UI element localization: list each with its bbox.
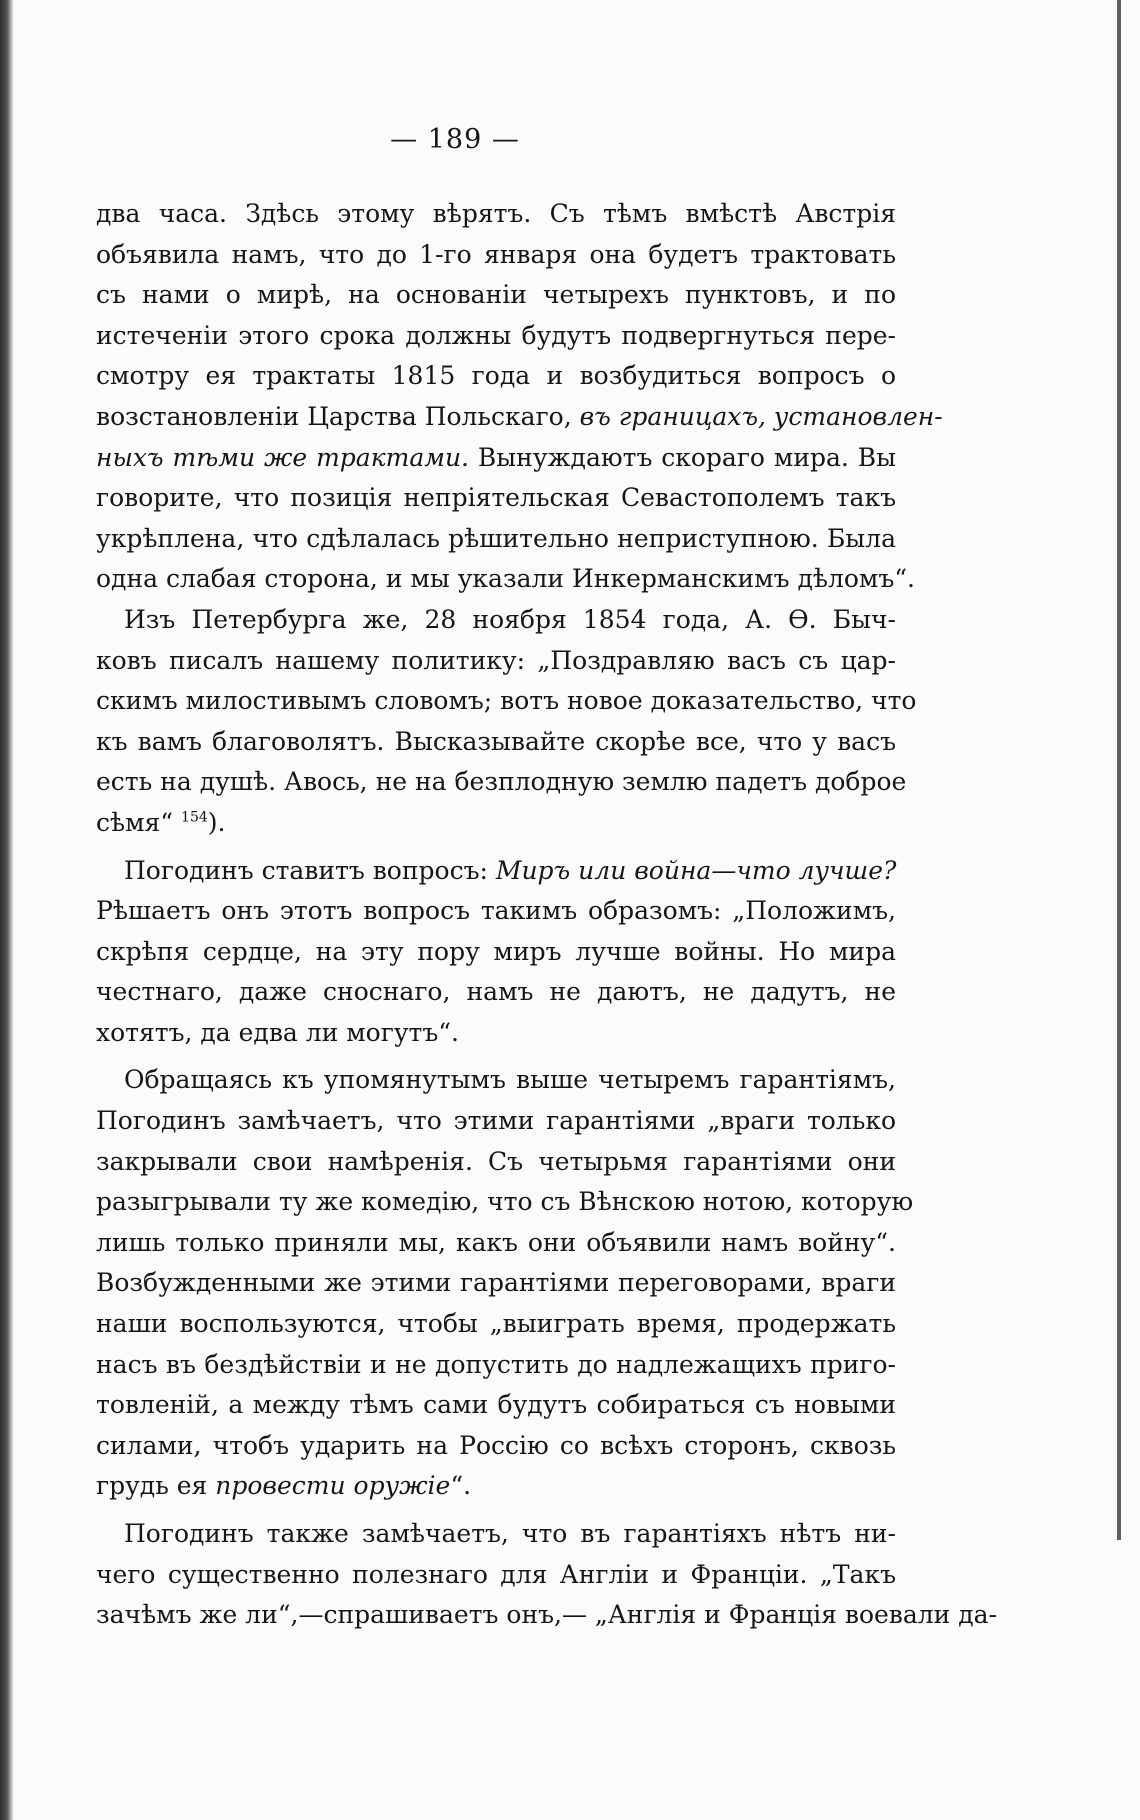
text-line: возстановленіи Царства Польскаго, въ границахъ, установлен- (96, 401, 943, 431)
italic-phrase: въ границахъ, установлен- (579, 401, 943, 431)
text-line: силами, чтобъ ударить на Россію со всѣхъ сторонъ, сквозь (96, 1430, 896, 1460)
text-line: скимъ милостивымъ словомъ; вотъ новое доказательство, что (96, 686, 917, 716)
text-line: объявила намъ, что до 1-го января она будетъ трактовать (96, 239, 896, 269)
text-line: товленій, а между тѣмъ сами будутъ собираться съ новыми (96, 1390, 896, 1420)
text-line: скрѣпя сердце, на эту пору миръ лучше войны. Но мира (96, 936, 896, 966)
text-line: зачѣмъ же ли“,—спрашиваетъ онъ,— „Англія и Франція воевали да- (96, 1600, 998, 1630)
text-line: два часа. Здѣсь этому вѣрятъ. Съ тѣмъ вмѣстѣ Австрія (96, 199, 896, 228)
text-line: лишь только приняли мы, какъ они объявили намъ войну“. (96, 1227, 896, 1257)
text-line: разыгрывали ту же комедію, что съ Вѣнскою нотою, которую (96, 1187, 914, 1217)
text-line: сѣмя“ $^{154}$). (96, 807, 226, 837)
text-line: закрывали свои намѣренія. Съ четырьмя гарантіями они (96, 1146, 896, 1176)
text-line: истеченіи этого срока должны будутъ подвергнуться пере- (96, 320, 896, 350)
text-line: говорите, что позиція непріятельская Севастополемъ такъ (96, 483, 896, 513)
text-line: есть на душѣ. Авось, не на безплодную землю падетъ доброе (96, 767, 907, 797)
text-line: честнаго, даже сноснаго, намъ не даютъ, не дадутъ, не (96, 977, 896, 1007)
text-line: Возбужденными же этими гарантіями переговорами, враги (96, 1268, 896, 1298)
paragraph-gap (96, 1053, 896, 1060)
text-line: укрѣплена, что сдѣлалась рѣшительно неприступною. Была (96, 523, 896, 553)
paragraph-gap (96, 1507, 896, 1514)
text-line: грудь ея провести оружіе“. (96, 1471, 472, 1501)
text-line: чего существенно полезнаго для Англіи и Франціи. „Такъ (96, 1559, 896, 1589)
scan-right-edge (1117, 0, 1121, 1540)
text-line: наши воспользуются, чтобы „выиграть время, продержать (96, 1309, 896, 1339)
text-line: Погодинъ также замѣчаетъ, что въ гарантіяхъ нѣтъ ни- (124, 1519, 896, 1548)
text-line: Рѣшаетъ онъ этотъ вопросъ такимъ образомъ: „Положимъ, (96, 896, 896, 926)
text-line: Погодинъ ставитъ вопросъ: Миръ или война—что лучше? (124, 855, 897, 885)
text-line: одна слабая сторона, и мы указали Инкерманскимъ дѣломъ“. (96, 564, 915, 594)
body-text (96, 194, 998, 1636)
page-number: — 189 — (390, 124, 520, 155)
text-line: ныхъ тѣми же трактами. Вынуждаютъ скораго мира. Вы (96, 442, 896, 472)
scan-left-edge (0, 0, 14, 1820)
text-line: смотру ея трактаты 1815 года и возбудиться вопросъ о (96, 361, 896, 391)
footnote-ref: 154 (181, 809, 208, 826)
italic-phrase: провести оружіе (215, 1471, 451, 1501)
italic-phrase: Миръ или война—что лучше? (495, 855, 897, 885)
text-line: хотятъ, да едва ли могутъ“. (96, 1017, 460, 1047)
text-line: съ нами о мирѣ, на основаніи четырехъ пунктовъ, и по (96, 280, 896, 310)
text-line: насъ въ бездѣйствіи и не допустить до надлежащихъ приго- (96, 1349, 896, 1379)
italic-phrase: ныхъ тѣми же трактами. (96, 442, 470, 472)
paragraph-gap (96, 844, 896, 851)
text-line: къ вамъ благоволятъ. Высказывайте скорѣе все, что у васъ (96, 726, 896, 756)
text-line: Изъ Петербурга же, 28 ноября 1854 года, А. Ѳ. Быч- (124, 604, 896, 634)
text-line: Обращаясь къ упомянутымъ выше четыремъ гарантіямъ, (124, 1065, 896, 1095)
text-line: ковъ писалъ нашему политику: „Поздравляю васъ съ цар- (96, 645, 896, 675)
text-line: Погодинъ замѣчаетъ, что этими гарантіями „враги только (96, 1106, 896, 1136)
